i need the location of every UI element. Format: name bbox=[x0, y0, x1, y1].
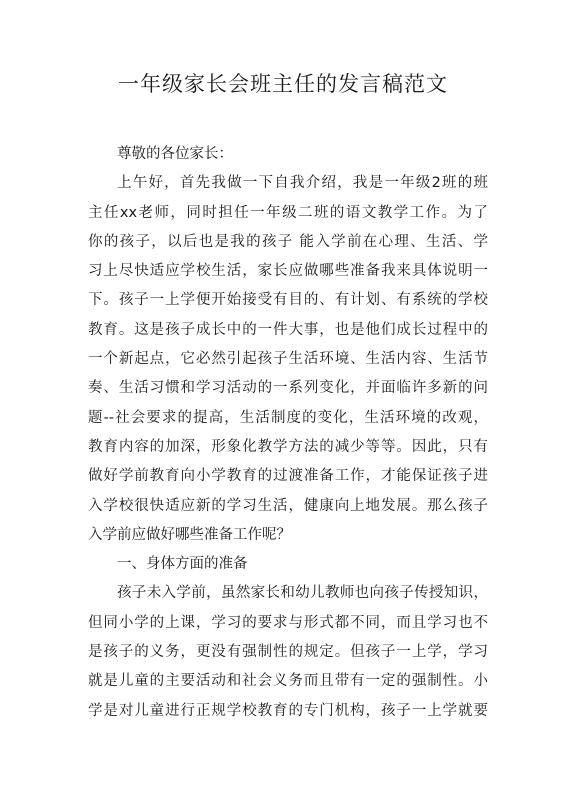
paragraph-line: 学是对儿童进行正规学校教育的专门机构，孩子一上学就要 bbox=[88, 702, 488, 719]
paragraph-line: 下。孩子一上学便开始接受有目的、有计划、有系统的学校 bbox=[88, 292, 488, 309]
paragraph-line: 习上尽快适应学校生活，家长应做哪些准备我来具体说明一 bbox=[88, 263, 488, 280]
section-heading-line: 一、身体方面的准备 bbox=[117, 556, 248, 573]
paragraph-line: 主任xx老师，同时担任一年级二班的语文教学工作。为了 bbox=[88, 204, 488, 221]
paragraph-line: 入学校很快适应新的学习生活，健康向上地发展。那么孩子 bbox=[88, 497, 488, 514]
paragraph-line: 做好学前教育向小学教育的过渡准备工作，才能保证孩子进 bbox=[88, 468, 488, 485]
salutation-line: 尊敬的各位家长： bbox=[117, 146, 233, 162]
paragraph-line: 是孩子的义务，更没有强制性的规定。但孩子一上学，学习 bbox=[88, 644, 488, 661]
paragraph-line: 你的孩子，以后也是我的孩子 能入学前在心理、生活、学 bbox=[88, 233, 488, 250]
paragraph-line: 上午好，首先我做一下自我介绍，我是一年级2班的班 bbox=[117, 175, 488, 192]
paragraph-line: 孩子未入学前，虽然家长和幼儿教师也向孩子传授知识， bbox=[117, 585, 488, 602]
section-1-heading bbox=[88, 550, 488, 579]
paragraph-line: 教育。这是孩子成长中的一件大事，也是他们成长过程中的 bbox=[88, 321, 488, 338]
paragraph-line: 奏、生活习惯和学习活动的一系列变化，并面临许多新的问 bbox=[88, 380, 488, 397]
salutation bbox=[88, 140, 488, 169]
paragraph-line: 但同小学的上课，学习的要求与形式都不同，而且学习也不 bbox=[88, 614, 488, 631]
paragraph-1 bbox=[88, 169, 488, 550]
paragraph-line: 教育内容的加深，形象化教学方法的减少等等。因此，只有 bbox=[88, 438, 488, 455]
document-body bbox=[88, 140, 488, 726]
paragraph-line: 就是儿童的主要活动和社会义务而且带有一定的强制性。小 bbox=[88, 673, 488, 690]
document-title: 一年级家长会班主任的发言稿范文 bbox=[118, 72, 448, 96]
paragraph-line: 一个新起点，它必然引起孩子生活环境、生活内容、生活节 bbox=[88, 351, 488, 368]
paragraph-line: 题--社会要求的提高，生活制度的变化，生活环境的改观， bbox=[88, 409, 488, 426]
paragraph-2 bbox=[88, 579, 488, 725]
paragraph-line: 入学前应做好哪些准备工作呢？ bbox=[88, 526, 291, 543]
